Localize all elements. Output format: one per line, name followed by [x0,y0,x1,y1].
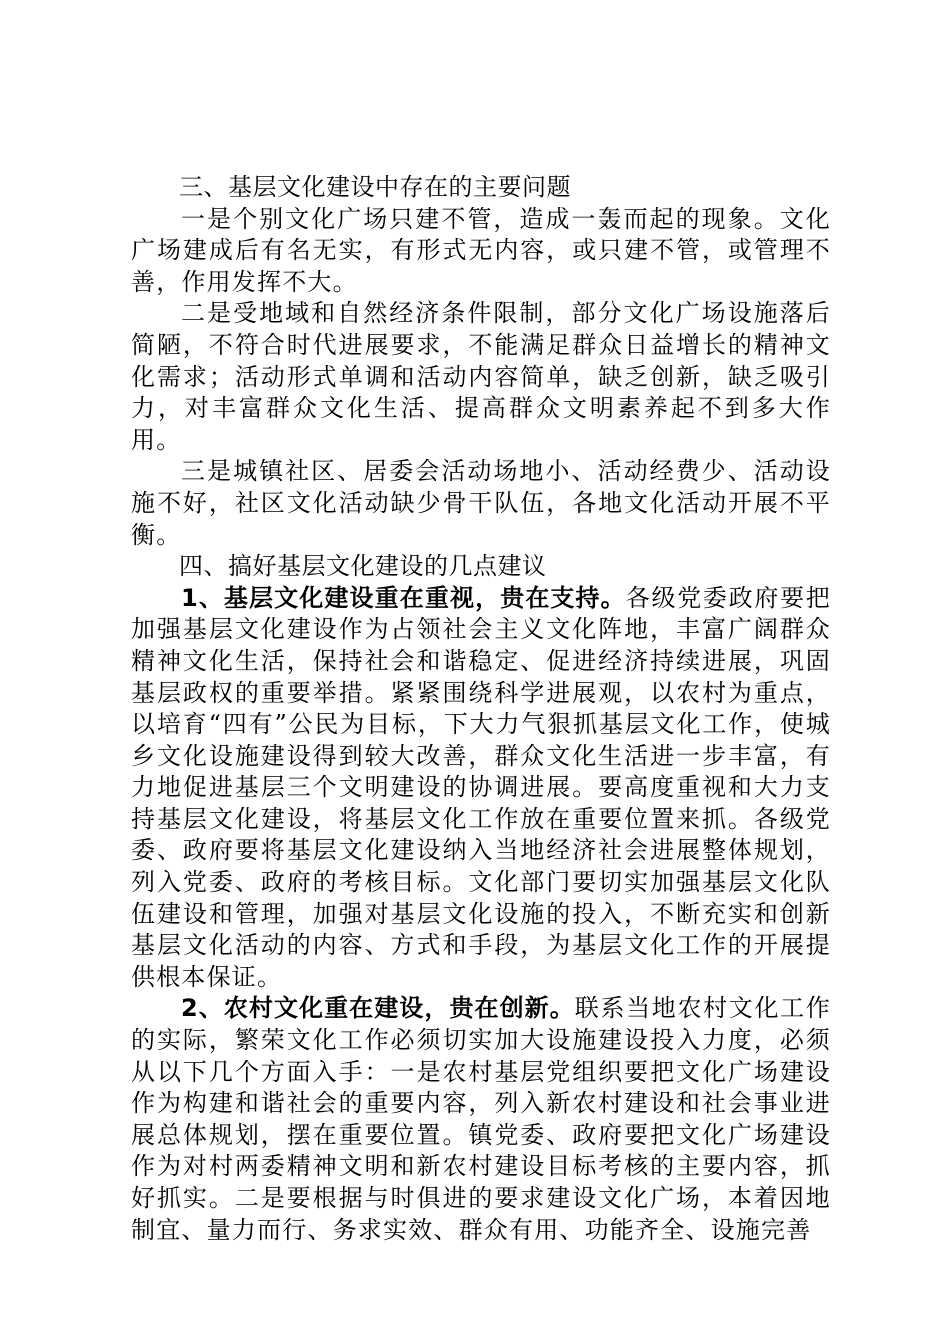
paragraph-problem-2: 二是受地域和自然经济条件限制，部分文化广场设施落后简陋，不符合时代进展要求，不能满足群众日益增长的精神文化需求；活动形式单调和活动内容简单，缺乏创新，缺乏吸引力，对丰富群众文化生活、提高群众文明素养起不到多大作用。 [131,299,831,454]
paragraph-suggestion-2 [131,993,831,1246]
paragraph-problem-1: 一是个别文化广场只建不管，造成一轰而起的现象。文化广场建成后有名无实，有形式无内容，或只建不管，或管理不善，作用发挥不大。 [131,204,831,296]
section-heading-suggestions: 四、搞好基层文化建设的几点建议 [179,552,547,581]
suggestion-2-body: 联系当地农村文化工作的实际，繁荣文化工作必须切实加大设施建设投入力度，必须从以下几个方面入手：一是农村基层党组织要把文化广场建设作为构建和谐社会的重要内容，列入新农村建设和社会事业进展总体规划，摆在重要位置。镇党委、政府要把文化广场建设作为对村两委精神文明和新农村建设目标考核的主要内容，抓好抓实。二是要根据与时俱进的要求建设文化广场，本着因地制宜、量力而行、务求实效、群众有用、功能齐全、设施完善 [131,994,831,1244]
suggestion-1-lead: 1、基层文化建设重在重视，贵在支持。 [181,583,626,612]
paragraph-suggestion-1 [131,583,831,994]
suggestion-2-lead: 2、农村文化重在建设，贵在创新。 [181,994,575,1023]
suggestion-1-body: 各级党委政府要把加强基层文化建设作为占领社会主义文化阵地，丰富广阔群众精神文化生活，保持社会和谐稳定、促进经济持续进展，巩固基层政权的重要举措。紧紧围绕科学进展观，以农村为重点，以培育“四有”公民为目标，下大力气狠抓基层文化工作，使城乡文化设施建设得到较大改善，群众文化生活进一步丰富，有力地促进基层三个文明建设的协调进展。要高度重视和大力支持基层文化建设，将基层文化工作放在重要位置来抓。各级党委、政府要将基层文化建设纳入当地经济社会进展整体规划，列入党委、政府的考核目标。文化部门要切实加强基层文化队伍建设和管理，加强对基层文化设施的投入，不断充实和创新基层文化活动的内容、方式和手段，为基层文化工作的开展提供根本保证。 [131,583,831,991]
section-heading-main-problems: 三、基层文化建设中存在的主要问题 [179,173,571,201]
paragraph-problem-3: 三是城镇社区、居委会活动场地小、活动经费少、活动设施不好，社区文化活动缺少骨干队伍，各地文化活动开展不平衡。 [131,457,831,549]
document-body [131,172,831,1246]
